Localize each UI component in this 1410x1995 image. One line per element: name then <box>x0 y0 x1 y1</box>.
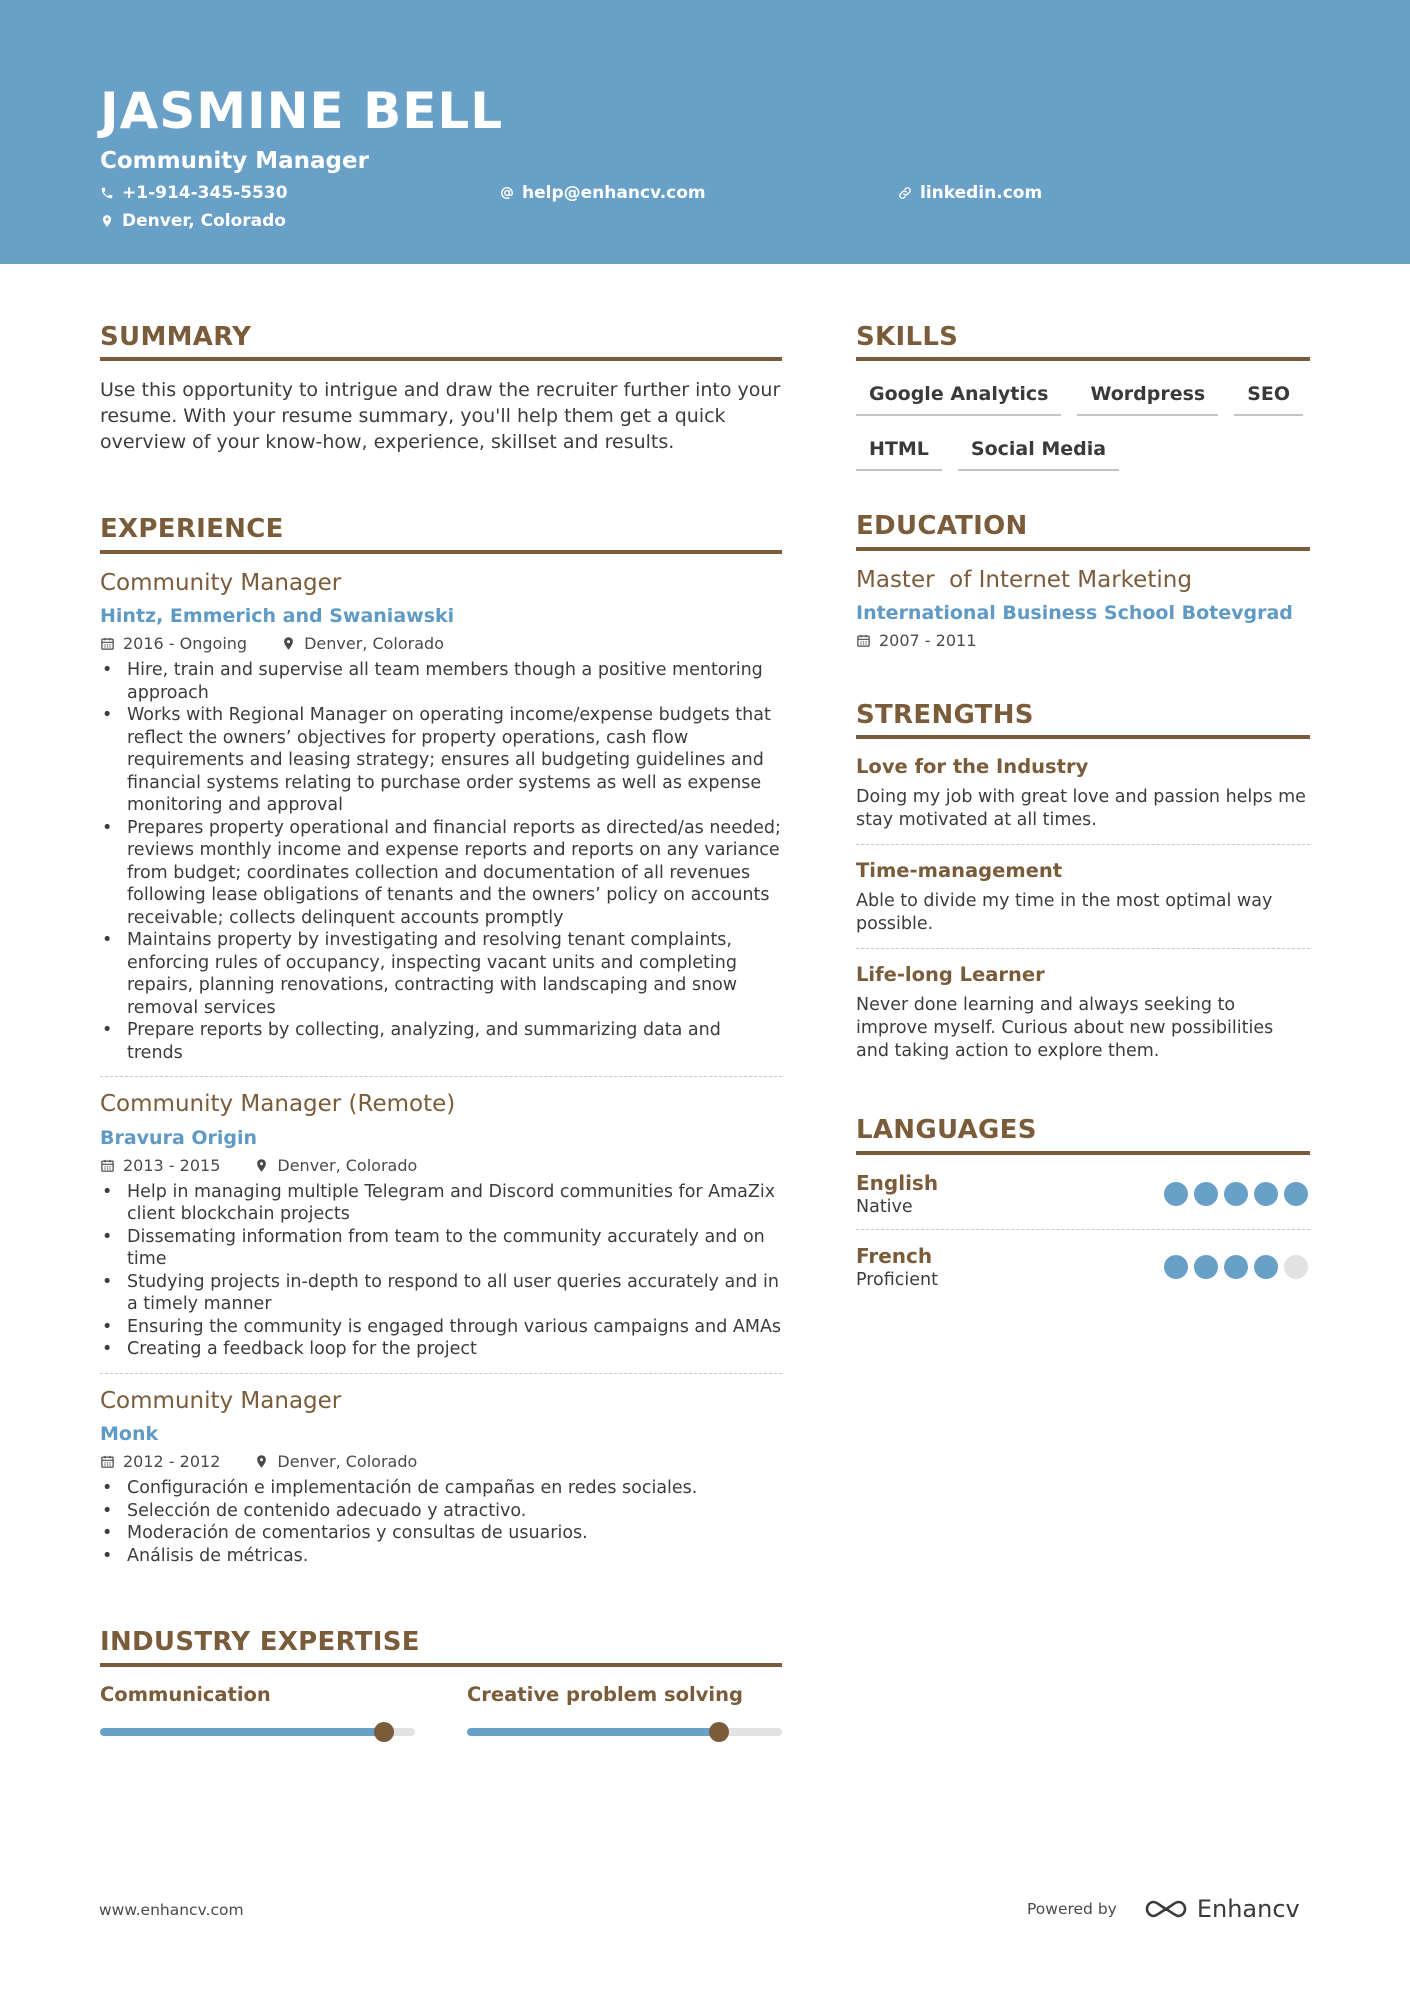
rating-dot-filled <box>1164 1182 1188 1206</box>
education-school: International Business School Botevgrad <box>856 602 1293 625</box>
candidate-name: JASMINE BELL <box>100 82 504 140</box>
location-pin-icon <box>254 1158 269 1173</box>
rating-dot-filled <box>1194 1182 1218 1206</box>
rating-dot-filled <box>1254 1255 1278 1279</box>
language-rating <box>1164 1255 1308 1279</box>
strengths-section <box>856 702 1310 1075</box>
language-info <box>856 1244 938 1290</box>
resume-header <box>0 0 1410 264</box>
job-dates: 2016 - Ongoing <box>123 634 248 654</box>
location-pin-icon <box>254 1454 269 1469</box>
rating-dot-filled <box>1284 1182 1308 1206</box>
enhancv-logo-icon <box>1143 1897 1189 1921</box>
skills-heading: SKILLS <box>856 324 1310 361</box>
bullet-item: • Moderación de comentarios y consultas de usuarios. <box>100 1522 782 1545</box>
calendar-icon <box>100 636 115 651</box>
bullet-item: • Help in managing multiple Telegram and Discord communities for AmaZix client blockchain projects <box>100 1181 782 1226</box>
expertise-section <box>100 1629 782 1735</box>
at-icon <box>500 186 514 200</box>
link-icon <box>898 186 912 200</box>
expertise-heading: INDUSTRY EXPERTISE <box>100 1629 782 1666</box>
skill-tag: SEO <box>1234 377 1303 416</box>
expertise-label: Creative problem solving <box>467 1682 743 1706</box>
job-dates: 2012 - 2012 <box>123 1452 221 1472</box>
contact-location <box>100 211 286 231</box>
strength-desc: Doing my job with great love and passion helps me stay motivated at all times. <box>856 787 1306 831</box>
bullet-item: • Dissemating information from team to the community accurately and on time <box>100 1226 782 1271</box>
location-pin-icon <box>281 636 296 651</box>
language-item <box>856 1171 1310 1229</box>
rating-dot-filled <box>1164 1255 1188 1279</box>
left-column <box>100 324 782 1736</box>
job-bullets <box>100 1181 782 1361</box>
education-section <box>856 513 1310 650</box>
rating-dot-filled <box>1224 1182 1248 1206</box>
education-degree: Master of Internet Marketing <box>856 566 1192 593</box>
contact-email[interactable] <box>500 183 706 203</box>
rating-dot-empty <box>1284 1255 1308 1279</box>
language-level: Native <box>856 1196 913 1217</box>
experience-section <box>100 516 782 1579</box>
phone-icon <box>100 186 114 200</box>
expertise-bar <box>100 1728 415 1736</box>
job-location: Denver, Colorado <box>277 1155 418 1175</box>
strength-desc: Never done learning and always seeking to improve myself. Curious about new possibilities and taking action to explore them. <box>856 995 1274 1062</box>
powered-by-label: Powered by <box>1027 1900 1117 1918</box>
expertise-item <box>467 1683 782 1736</box>
bullet-item: • Prepares property operational and financial reports as directed/as needed; reviews monthly income and expense reports and reports on any variance from budget; coordinates collection and documentation of all revenues following lease obligations of tenants and the owners’ policy on accounts receivable; collects delinquent accounts promptly <box>100 817 782 930</box>
strength-item <box>856 948 1310 1075</box>
job-title: Community Manager <box>100 569 342 596</box>
strength-item <box>856 844 1310 948</box>
job-location: Denver, Colorado <box>304 634 444 654</box>
job-bullets <box>100 1477 782 1567</box>
skill-tag: Wordpress <box>1077 377 1218 416</box>
experience-item <box>100 570 782 1077</box>
footer-website[interactable]: www.enhancv.com <box>99 1901 244 1919</box>
expertise-list <box>100 1683 782 1736</box>
job-bullets <box>100 659 782 1064</box>
experience-item <box>100 1076 782 1373</box>
summary-section <box>100 324 782 455</box>
expertise-bar-fill <box>100 1728 384 1736</box>
contact-phone[interactable] <box>100 183 288 203</box>
skill-tag: Google Analytics <box>856 377 1061 416</box>
location-pin-icon <box>100 214 114 228</box>
email-text: help@enhancv.com <box>522 183 706 203</box>
experience-item <box>100 1373 782 1580</box>
rating-dot-filled <box>1194 1255 1218 1279</box>
job-dates: 2013 - 2015 <box>123 1155 221 1175</box>
expertise-bar <box>467 1728 782 1736</box>
job-company: Hintz, Emmerich and Swaniawski <box>100 605 455 628</box>
expertise-label: Communication <box>100 1682 271 1706</box>
job-meta <box>100 1156 782 1175</box>
rating-dot-filled <box>1224 1255 1248 1279</box>
summary-heading: SUMMARY <box>100 324 782 361</box>
education-meta <box>856 631 1310 650</box>
location-text: Denver, Colorado <box>122 211 286 231</box>
language-info <box>856 1171 938 1217</box>
link-text: linkedin.com <box>920 183 1043 203</box>
brand-name: Enhancv <box>1196 1895 1300 1923</box>
languages-section <box>856 1117 1310 1301</box>
language-rating <box>1164 1182 1308 1206</box>
skill-tag: Social Media <box>958 432 1119 471</box>
phone-text: +1-914-345-5530 <box>122 183 288 203</box>
bullet-item: • Maintains property by investigating and resolving tenant complaints, enforcing rules of occupancy, inspecting vacant units and completing repairs, planning renovations, contracting with landscaping and snow removal services <box>100 929 782 1019</box>
strength-item <box>856 755 1310 844</box>
language-name: French <box>856 1243 933 1268</box>
job-company: Bravura Origin <box>100 1126 258 1149</box>
expertise-item <box>100 1683 415 1736</box>
language-level: Proficient <box>856 1269 938 1290</box>
bullet-item: • Prepare reports by collecting, analyzing, and summarizing data and trends <box>100 1019 782 1064</box>
calendar-icon <box>100 1158 115 1173</box>
language-item <box>856 1229 1310 1302</box>
brand-logo[interactable] <box>1143 1895 1300 1923</box>
summary-text: Use this opportunity to intrigue and draw the recruiter further into your resume. With your resume summary, you'll help them get a quick overview of your know-how, experience, skillset and results. <box>100 379 781 454</box>
expertise-bar-fill <box>467 1728 719 1736</box>
education-heading: EDUCATION <box>856 513 1310 550</box>
skills-list <box>856 377 1310 471</box>
education-dates: 2007 - 2011 <box>879 631 977 651</box>
strengths-heading: STRENGTHS <box>856 702 1310 739</box>
strength-title: Life-long Learner <box>856 963 1045 987</box>
languages-heading: LANGUAGES <box>856 1117 1310 1154</box>
bullet-item: • Ensuring the community is engaged through various campaigns and AMAs <box>100 1316 782 1339</box>
contact-link[interactable] <box>898 183 1042 203</box>
bullet-item: • Análisis de métricas. <box>100 1545 782 1568</box>
job-title: Community Manager <box>100 1387 342 1414</box>
expertise-bar-knob <box>374 1722 394 1742</box>
strength-title: Time-management <box>856 859 1063 883</box>
footer-branding <box>1027 1895 1300 1923</box>
expertise-bar-knob <box>709 1722 729 1742</box>
bullet-item: • Selección de contenido adecuado y atractivo. <box>100 1500 782 1523</box>
calendar-icon <box>856 633 871 648</box>
bullet-item: • Creating a feedback loop for the project <box>100 1338 782 1361</box>
strength-desc: Able to divide my time in the most optimal way possible. <box>856 891 1273 935</box>
skill-tag: HTML <box>856 432 942 471</box>
right-column <box>856 324 1310 1302</box>
bullet-item: • Studying projects in-depth to respond to all user queries accurately and in a timely manner <box>100 1271 782 1316</box>
strength-title: Love for the Industry <box>856 755 1089 779</box>
job-meta <box>100 1452 782 1471</box>
calendar-icon <box>100 1454 115 1469</box>
rating-dot-filled <box>1254 1182 1278 1206</box>
candidate-title: Community Manager <box>100 148 369 174</box>
job-title: Community Manager (Remote) <box>100 1091 456 1118</box>
experience-heading: EXPERIENCE <box>100 516 782 553</box>
language-name: English <box>856 1170 939 1195</box>
bullet-item: • Works with Regional Manager on operating income/expense budgets that reflect the owners’ objectives for property operations, cash flow requirements and leasing strategy; ensures all budgeting guidelines and financial systems relating to purchase order systems as well as expense monitoring and approval <box>100 704 782 817</box>
bullet-item: • Configuración e implementación de campañas en redes sociales. <box>100 1477 782 1500</box>
job-company: Monk <box>100 1423 159 1446</box>
skills-section <box>856 324 1310 471</box>
job-meta <box>100 634 782 653</box>
bullet-item: • Hire, train and supervise all team members though a positive mentoring approach <box>100 659 782 704</box>
job-location: Denver, Colorado <box>277 1452 418 1472</box>
